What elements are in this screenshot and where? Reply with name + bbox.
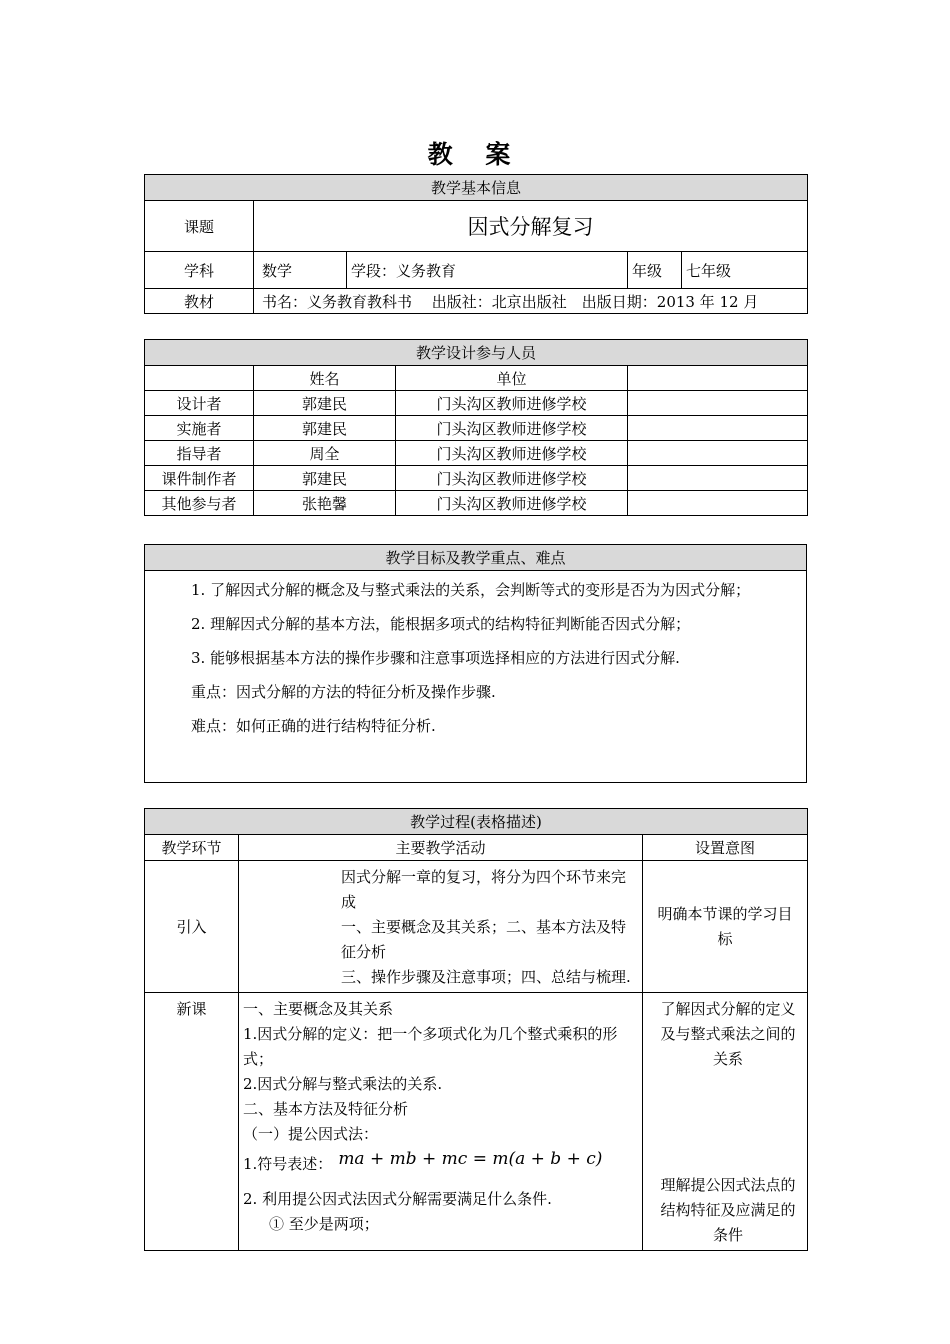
textbook-value: 书名：义务教育教科书 出版社：北京出版社 出版日期：2013 年 12 月 [254,289,808,314]
unit-cell: 门头沟区教师进修学校 [396,491,628,516]
empty-cell [628,391,808,416]
intent-text: 理解提公因式法点的结构特征及应满足的条件 [660,1176,796,1244]
role-cell: 实施者 [145,416,254,441]
participants-header: 教学设计参与人员 [145,340,808,366]
empty-cell [145,366,254,391]
topic-value: 因式分解复习 [254,201,808,252]
intro-stage: 引入 [145,861,239,993]
grade-value: 七年级 [682,252,808,289]
participants-table [144,339,808,516]
page-title: 教 案 [427,140,523,169]
intro-activity [239,861,643,993]
unit-cell: 门头沟区教师进修学校 [396,441,628,466]
activity-line: 1.因式分解的定义：把一个多项式化为几个整式乘积的形式； [243,1025,618,1068]
topic-label: 课题 [145,201,254,252]
table-row [145,441,808,466]
activity-line: （一）提公因式法： [243,1125,379,1143]
role-cell: 指导者 [145,441,254,466]
empty-cell [628,366,808,391]
textbook-label: 教材 [145,289,254,314]
unit-cell: 门头沟区教师进修学校 [396,416,628,441]
activity-line: ① 至少是两项； [269,1215,379,1233]
grade-label: 年级 [628,252,682,289]
activity-line: 2. 利用提公因式法因式分解需要满足什么条件. [243,1190,552,1208]
activity-line: 因式分解一章的复习，将分为四个环节来完成 [341,868,627,911]
difficulty-line: 难点：如何正确的进行结构特征分析. [191,717,436,735]
new-lesson-stage: 新课 [145,993,239,1251]
unit-cell: 门头沟区教师进修学校 [396,466,628,491]
name-cell: 周全 [254,441,396,466]
empty-cell [628,441,808,466]
objectives-header: 教学目标及教学重点、难点 [145,545,807,571]
activity-line: 2.因式分解与整式乘法的关系. [243,1075,443,1093]
table-row [145,416,808,441]
role-cell: 设计者 [145,391,254,416]
subject-value: 数学 [254,252,347,289]
activity-line: 一、主要概念及其关系 [243,1000,394,1018]
activity-line: 一、主要概念及其关系；二、基本方法及特征分析 [341,918,627,961]
activity-line: 二、基本方法及特征分析 [243,1100,409,1118]
name-cell: 张艳馨 [254,491,396,516]
stage-value: 学段：义务教育 [347,252,628,289]
process-header: 教学过程(表格描述) [145,809,808,835]
basic-info-header: 教学基本信息 [145,175,808,201]
empty-cell [628,466,808,491]
empty-cell [628,491,808,516]
intent-text: 了解因式分解的定义及与整式乘法之间的关系 [660,1000,796,1068]
col-intent-header: 设置意图 [643,835,808,861]
empty-cell [628,416,808,441]
formula-label: 1.符号表述： [243,1155,333,1173]
col-unit-header: 单位 [396,366,628,391]
unit-cell: 门头沟区教师进修学校 [396,391,628,416]
name-cell: 郭建民 [254,416,396,441]
objective-line: 3. 能够根据基本方法的操作步骤和注意事项选择相应的方法进行因式分解. [191,649,680,667]
name-cell: 郭建民 [254,391,396,416]
new-lesson-intent [643,993,808,1251]
table-row [145,491,808,516]
col-name-header: 姓名 [254,366,396,391]
activity-line: 三、操作步骤及注意事项；四、总结与梳理. [341,968,631,986]
intro-intent: 明确本节课的学习目标 [643,861,808,993]
table-row [145,466,808,491]
process-table [144,808,808,1251]
objective-line: 2. 理解因式分解的基本方法，能根据多项式的结构特征判断能否因式分解； [191,615,691,633]
objective-line: 1. 了解因式分解的概念及与整式乘法的关系，会判断等式的变形是否为为因式分解； [191,581,751,599]
table-row [145,391,808,416]
key-point-line: 重点：因式分解的方法的特征分析及操作步骤. [191,683,496,701]
table-row [145,993,808,1251]
formula-line [243,1147,638,1181]
new-lesson-activity [239,993,643,1251]
col-stage-header: 教学环节 [145,835,239,861]
role-cell: 课件制作者 [145,466,254,491]
role-cell: 其他参与者 [145,491,254,516]
formula: ma + mb + mc = m(a + b + c) [338,1149,603,1169]
objectives-table [144,544,807,783]
objectives-content [145,571,807,783]
name-cell: 郭建民 [254,466,396,491]
col-activity-header: 主要教学活动 [239,835,643,861]
basic-info-table [144,174,808,314]
table-row [145,861,808,993]
subject-label: 学科 [145,252,254,289]
